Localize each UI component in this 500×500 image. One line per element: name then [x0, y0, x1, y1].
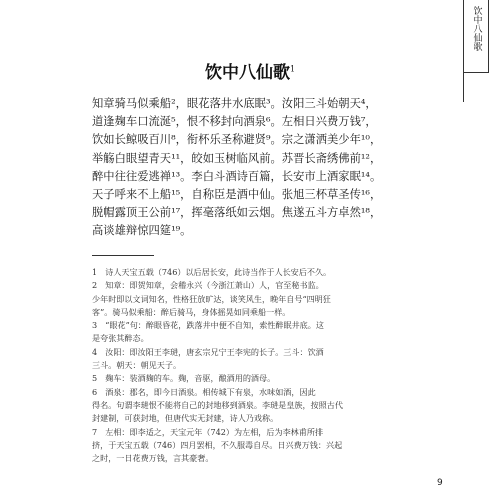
footnote-line: 之时，一日花费万钱，言其豪奢。 [92, 453, 214, 464]
poem-line: 醉中往往爱逃禅¹³。李白斗酒诗百篇，长安市上酒家眠¹⁴。 [92, 169, 382, 183]
footnote-line: 封建制，可获封地，但唐代实无封建，诗人乃戏称。 [92, 413, 279, 424]
footnote-line: 挤，于天宝五载（746）四月罢相，不久服毒自尽。日兴费万钱：兴起 [92, 439, 343, 450]
running-title: 饮中八仙歌 [471, 6, 482, 51]
poem-line: 脱帽露顶王公前¹⁷，挥毫落纸如云烟。焦遂五斗方卓然¹⁸， [92, 206, 382, 220]
title-note-ref: 1 [289, 64, 296, 74]
poem-line: 知章骑马似乘船²，眼花落井水底眠³。汝阳三斗始朝天⁴， [92, 97, 377, 110]
poem-title-text: 饮中八仙歌 [204, 63, 290, 83]
footnote-line: 客”。骑马似乘船：醉后骑马，身体摇晃如同乘船一样。 [92, 306, 291, 317]
footnote-line: 5 麹车：装酒麹的车。麹，音驱，酿酒用的酒母。 [92, 373, 276, 384]
poem-line: 道逢麹车口流涎⁵，恨不移封向酒泉⁶。左相日兴费万钱⁷， [92, 115, 377, 129]
footnote-line: 三斗。朝天：朝见天子。 [92, 360, 182, 371]
poem-title [0, 58, 500, 83]
poem-line: 高谈雄辩惊四筵¹⁹。 [92, 224, 192, 238]
footnote-line: 3 “眼花”句：醉眼昏花，跌落井中便不自知，索性醉眠井底。这 [92, 320, 324, 331]
page-number: 9 [437, 478, 443, 488]
poem-line: 饮如长鲸吸百川⁸，衔杯乐圣称避贤⁹。宗之潇洒美少年¹⁰， [92, 133, 382, 147]
footnote-line: 6 酒泉：郡名，即今日酒泉。相传城下有泉，水味如酒，因此 [92, 386, 316, 397]
footnote-line: 7 左相：即李适之，天宝元年（742）为左相，后为李林甫所排 [92, 426, 324, 437]
poem-body [92, 95, 448, 241]
footnote-line: 1 诗人天宝五载（746）以后居长安，此诗当作于人长安后不久。 [92, 267, 332, 277]
poem-line: 举觞白眼望青天¹¹，皎如玉树临风前。苏晋长斋绣佛前¹²， [92, 151, 382, 165]
footnotes [92, 266, 448, 465]
footnote-line: 4 汝阳：即汝阳王李琎，唐玄宗兄宁王李宪的长子。三斗：饮酒 [92, 346, 324, 357]
footnote-line: 是夸张其醉态。 [92, 333, 149, 344]
footnote-line: 少年时即以文词知名，性格狂放旷达，谈笑风生，晚年自号“四明狂 [92, 293, 331, 304]
footnote-line: 2 知章：即贺知章，会稽永兴（今浙江萧山）人，官至秘书监。 [92, 280, 324, 291]
footnote-line: 得名。句谓李琎恨不能将自己的封地移到酒泉。李琎是皇族，按照古代 [92, 399, 343, 410]
poem-line: 天子呼来不上船¹⁵，自称臣是酒中仙。张旭三杯草圣传¹⁶， [92, 188, 382, 202]
footnote-divider [92, 255, 154, 256]
